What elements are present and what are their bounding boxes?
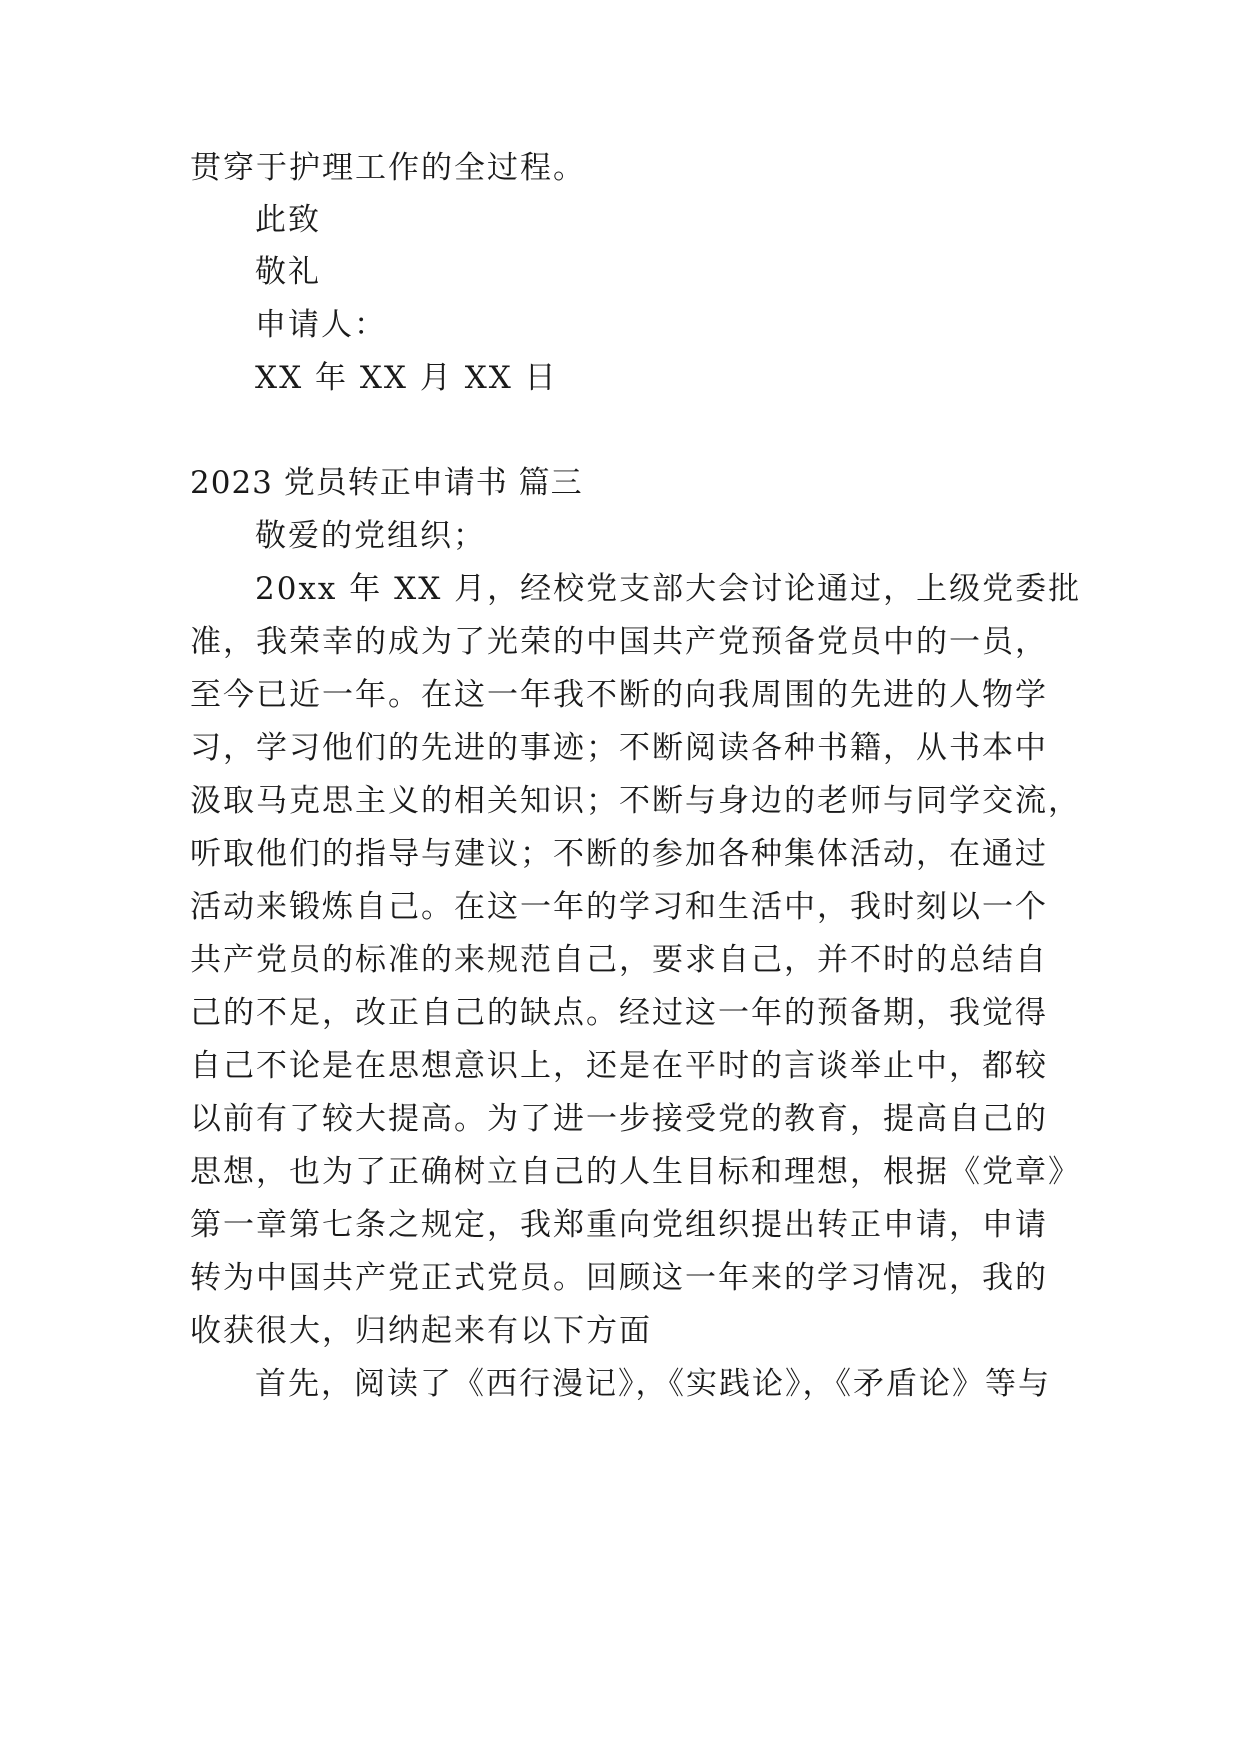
body-line: 思想，也为了正确树立自己的人生目标和理想，根据《党章》: [190, 1154, 1081, 1190]
body-line: 共产党员的标准的来规范自己，要求自己，并不时的总结自: [190, 942, 1048, 978]
greeting: 敬爱的党组织；: [255, 518, 486, 554]
body-line: 准，我荣幸的成为了光荣的中国共产党预备党员中的一员，: [190, 624, 1048, 660]
body-line: 转为中国共产党正式党员。回顾这一年来的学习情况，我的: [190, 1260, 1048, 1296]
body-line: 收获很大，归纳起来有以下方面: [190, 1313, 652, 1349]
body-line: 活动来锻炼自己。在这一年的学习和生活中，我时刻以一个: [190, 889, 1048, 925]
body-line: 至今已近一年。在这一年我不断的向我周围的先进的人物学: [190, 677, 1048, 713]
body-line: 自己不论是在思想意识上，还是在平时的言谈举止中，都较: [190, 1048, 1048, 1084]
body-line: 第一章第七条之规定，我郑重向党组织提出转正申请，申请: [190, 1207, 1048, 1243]
body-line: 习，学习他们的先进的事迹；不断阅读各种书籍，从书本中: [190, 730, 1048, 766]
last-line: 首先，阅读了《西行漫记》，《实践论》，《矛盾论》等与: [255, 1366, 1051, 1402]
section-title: 2023 党员转正申请书 篇三: [190, 465, 583, 501]
body-line: 20xx 年 XX 月，经校党支部大会讨论通过，上级党委批: [255, 571, 1082, 607]
salutation-jingli: 敬礼: [255, 254, 321, 290]
body-line: 以前有了较大提高。为了进一步接受党的教育，提高自己的: [190, 1101, 1048, 1137]
body-line: 听取他们的指导与建议；不断的参加各种集体活动，在通过: [190, 836, 1048, 872]
top-line: 贯穿于护理工作的全过程。: [190, 150, 586, 186]
applicant-label: 申请人：: [255, 307, 387, 343]
salutation-cizhi: 此致: [255, 202, 321, 238]
body-line: 己的不足，改正自己的缺点。经过这一年的预备期，我觉得: [190, 995, 1048, 1031]
body-line: 汲取马克思主义的相关知识；不断与身边的老师与同学交流，: [190, 783, 1081, 819]
date-line: XX 年 XX 月 XX 日: [255, 360, 558, 396]
